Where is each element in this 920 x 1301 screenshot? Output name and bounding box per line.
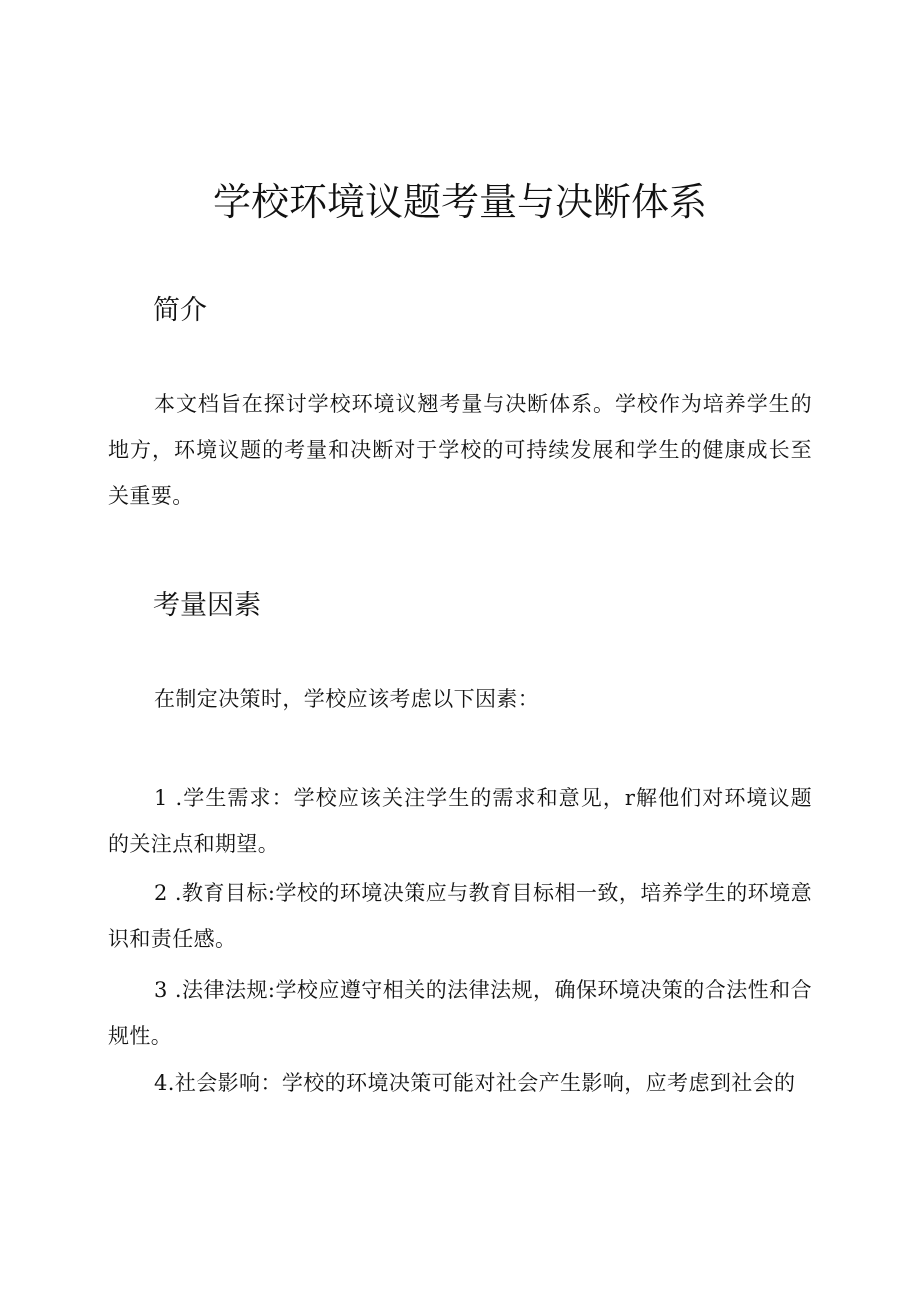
list-item-number: 1 . [154,786,183,810]
list-item [108,967,812,1059]
list-item-text: 教育目标:学校的环境决策应与教育目标相一致，培养学生的环境意识和责任感。 [108,881,812,951]
factors-lead-paragraph: 在制定决策时，学校应该考虑以下因素： [154,687,540,711]
section-heading-intro: 简介 [153,295,207,326]
intro-paragraph: 本文档旨在探讨学校环境议翘考量与决断体系。学校作为培养学生的地方，环境议题的考量和决断对于学校的可持续发展和学生的健康成长至关重要。 [108,392,812,508]
list-item-text: 社会影响：学校的环境决策可能对社会产生影响，应考虑到社会的 [174,1071,796,1095]
list-item-number: 4. [154,1071,175,1095]
list-item [108,870,812,962]
list-item [108,775,812,867]
document-title: 学校环境议题考量与决断体系 [212,180,707,224]
list-item-text: 学生需求：学校应该关注学生的需求和意见，r解他们对环境议题的关注点和期望。 [108,786,812,856]
list-item-number: 3 . [154,978,182,1002]
section-heading-factors: 考量因素 [153,590,261,621]
list-item-number: 2 . [154,881,182,905]
list-item [108,1060,812,1106]
list-item-text: 法律法规:学校应遵守相关的法律法规，确保环境决策的合法性和合规性。 [108,978,812,1048]
